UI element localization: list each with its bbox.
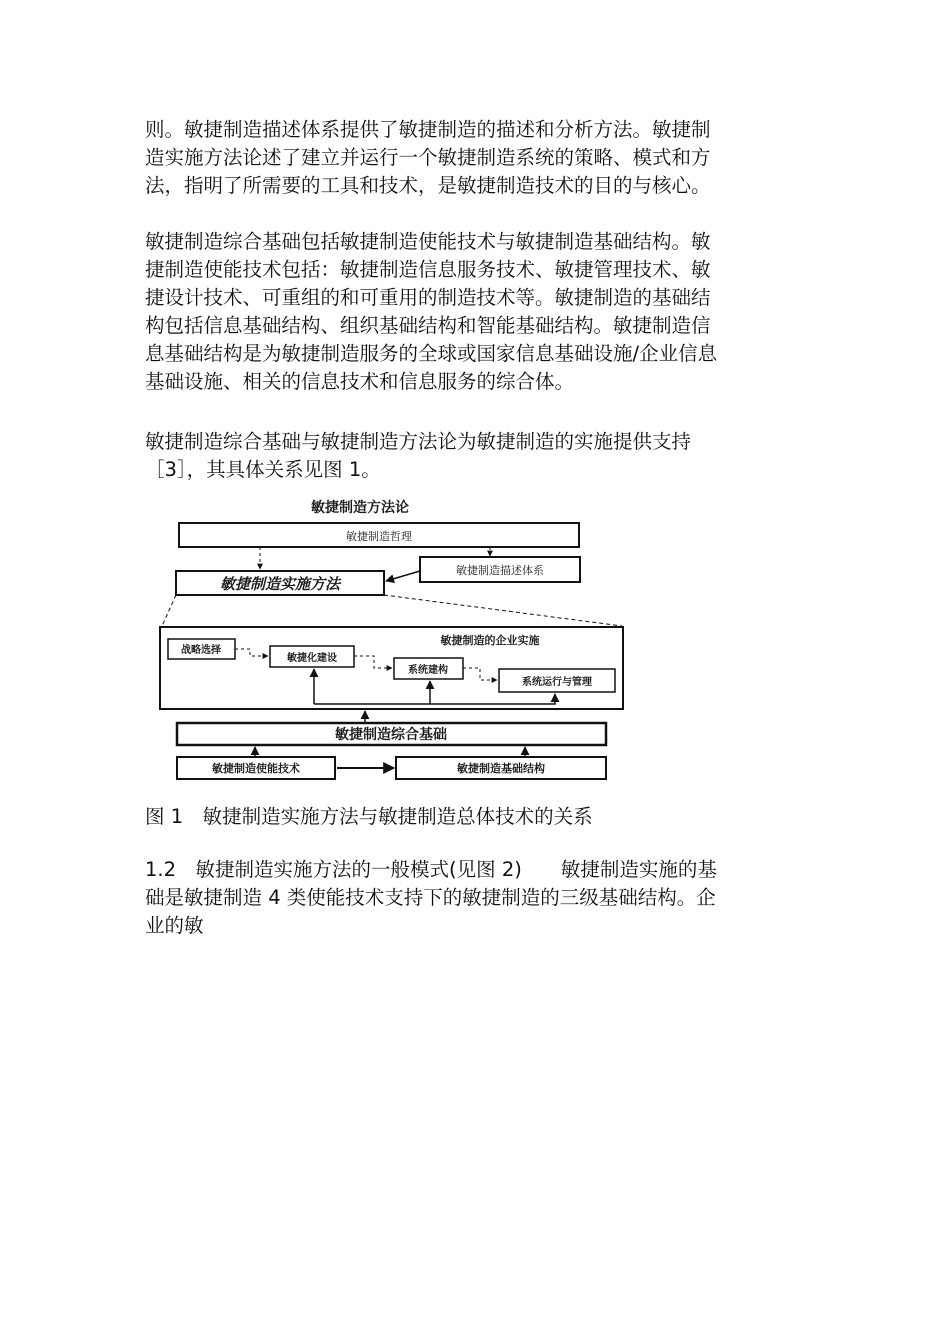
- foundation-label: 敏捷制造综合基础: [335, 727, 447, 743]
- enterprise-implementation-label: 敏捷制造的企业实施: [440, 634, 540, 647]
- description-label: 敏捷制造描述体系: [456, 564, 544, 577]
- infrastructure-label: 敏捷制造基础结构: [457, 762, 545, 775]
- text-line: 息基础结构是为敏捷制造服务的全球或国家信息基础设施/企业信息: [145, 342, 718, 365]
- text-line: ［3］，其具体关系见图 1。: [145, 458, 381, 481]
- philosophy-label: 敏捷制造哲理: [346, 530, 412, 543]
- enabling-label: 敏捷制造使能技术: [212, 762, 300, 775]
- figure-1-diagram: [150, 493, 630, 788]
- agile-build-label: 敏捷化建设: [287, 653, 337, 664]
- text-line: 础是敏捷制造 4 类使能技术支持下的敏捷制造的三级基础结构。企: [145, 886, 716, 909]
- strategy-label: 战略选择: [181, 645, 221, 656]
- arrow-system-to-run: [463, 668, 497, 680]
- arrow-description-to-method: [386, 571, 420, 581]
- text-line: 捷设计技术、可重组的和可重用的制造技术等。敏捷制造的基础结: [145, 286, 711, 309]
- zoom-line-left: [162, 595, 176, 626]
- text-line: 敏捷制造综合基础包括敏捷制造使能技术与敏捷制造基础结构。敏: [145, 230, 711, 253]
- paragraph-2: [145, 228, 805, 396]
- figure-title: 敏捷制造方法论: [311, 500, 409, 516]
- paragraph-4: [145, 856, 805, 940]
- system-run-label: 系统运行与管理: [522, 677, 592, 688]
- text-line: 基础设施、相关的信息技术和信息服务的综合体。: [145, 370, 575, 393]
- implementation-method-label: 敏捷制造实施方法: [219, 575, 341, 593]
- text-line: 造实施方法论述了建立并运行一个敏捷制造系统的策略、模式和方: [145, 146, 711, 169]
- arrow-strategy-to-agile: [235, 649, 268, 656]
- zoom-line-right: [384, 595, 622, 626]
- text-line: 捷制造使能技术包括：敏捷制造信息服务技术、敏捷管理技术、敏: [145, 258, 711, 281]
- figure-caption: 图 1 敏捷制造实施方法与敏捷制造总体技术的关系: [145, 805, 593, 828]
- text-line: 法，指明了所需要的工具和技术，是敏捷制造技术的目的与核心。: [145, 174, 711, 197]
- text-line: 敏捷制造综合基础与敏捷制造方法论为敏捷制造的实施提供支持: [145, 430, 692, 453]
- text-line: 1.2 敏捷制造实施方法的一般模式(见图 2) 敏捷制造实施的基: [145, 858, 717, 881]
- arrow-feedback-run: [314, 694, 555, 704]
- text-line: 业的敏: [145, 914, 204, 937]
- paragraph-1: [145, 116, 805, 200]
- arrow-agile-to-system: [354, 656, 392, 668]
- system-build-label: 系统建构: [408, 665, 448, 676]
- text-line: 则。敏捷制造描述体系提供了敏捷制造的描述和分析方法。敏捷制: [145, 118, 711, 141]
- paragraph-3: [145, 428, 805, 484]
- text-line: 构包括信息基础结构、组织基础结构和智能基础结构。敏捷制造信: [145, 314, 711, 337]
